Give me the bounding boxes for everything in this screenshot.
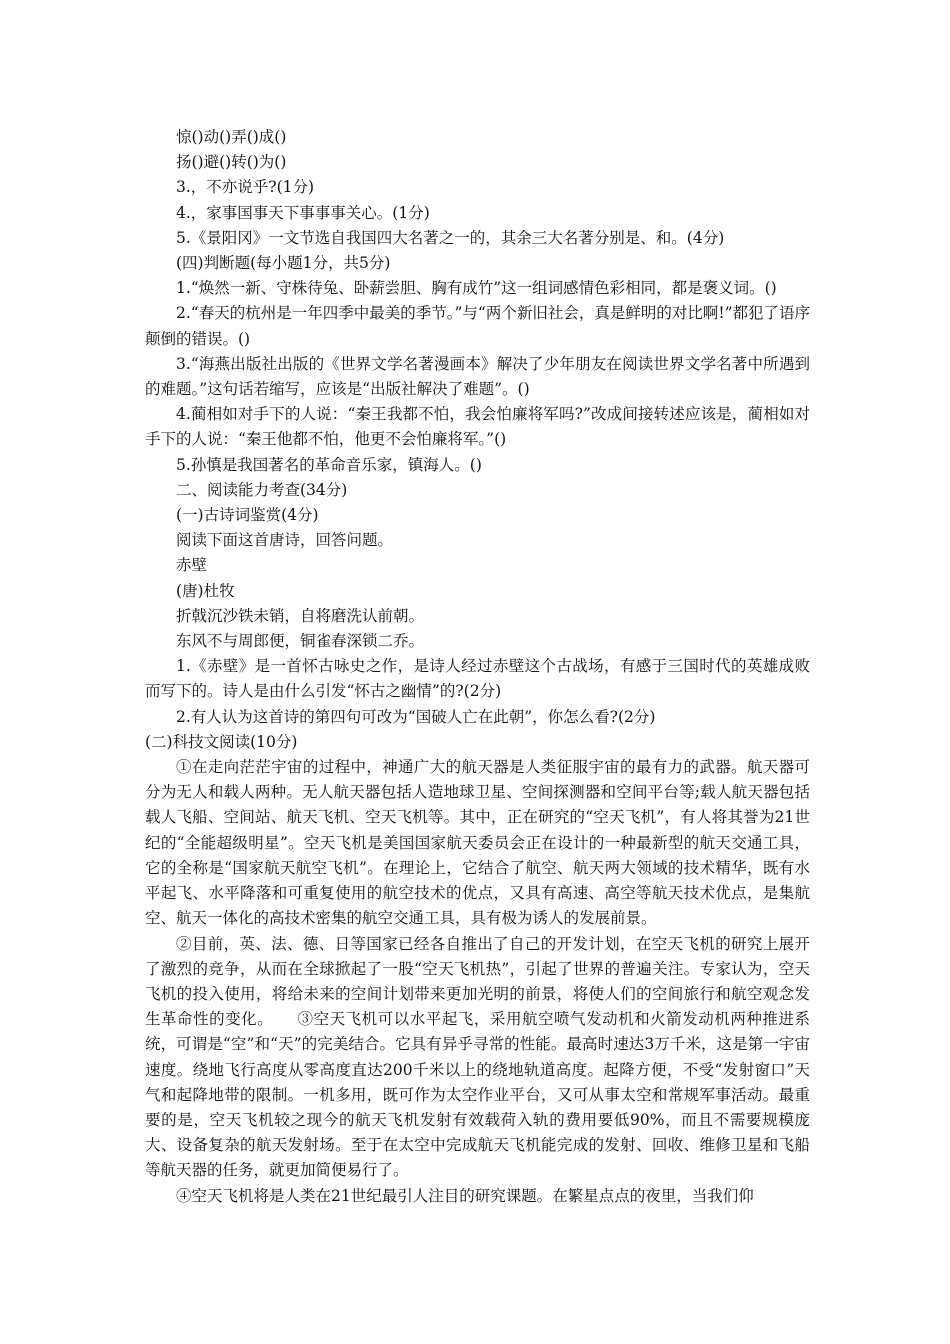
answer-fill-line: 惊()动()弄()成() [176,128,287,146]
answer-fill-line: 扬()避()转()为() [176,153,287,172]
poem-line: 折戟沉沙铁未销，自将磨洗认前朝。 [176,606,425,625]
poem-title: 赤壁 [176,556,208,575]
instruction-line: 阅读下面这首唐诗，回答问题。 [176,531,394,550]
document-page [145,125,810,1209]
question-line: 5.《景阳冈》一文节选自我国四大名著之一的，其余三大名著分别是、和。(4分) [176,228,725,247]
question-line: 4.，家事国事天下事事事关心。(1分) [176,203,430,222]
section-heading: 二、阅读能力考查(34分) [176,480,348,499]
section-heading: (四)判断题(每小题1分，共5分) [176,254,391,273]
article-paragraph: ④空天飞机将是人类在21世纪最引人注目的研究课题。在繁星点点的夜里，当我们仰 [176,1186,754,1205]
subsection-heading: (二)科技文阅读(10分) [145,732,298,751]
article-paragraph: ①在走向茫茫宇宙的过程中，神通广大的航天器是人类征服宇宙的最有力的武器。航天器可分为无人和载人两种。无人航天器包括人造地球卫星、空间探测器和空间平台等;载人航天器包括载人飞船、空间站、航天飞机、空天飞机等。其中，正在研究的“空天飞机”，有人将其誉为21世纪的“全能超级明星”。空天飞机是美国国家航天委员会正在设计的一种最新型的航天交通工具，它的全称是“国家航天航空飞机”。在理论上，它结合了航空、航天两大领域的技术精华，既有水平起飞、水平降落和可重复使用的航空技术的优点，又具有高速、高空等航天技术优点，是集航空、航天一体化的高技术密集的航空交通工具，具有极为诱人的发展前景。 [145,758,810,928]
question-line: 3.“海燕出版社出版的《世界文学名著漫画本》解决了少年朋友在阅读世界文学名著中所遇到的难题。”这句话若缩写，应该是“出版社解决了难题”。() [145,354,810,399]
subsection-heading: (一)古诗词鉴赏(4分) [176,506,319,525]
article-paragraph: ②目前，英、法、德、日等国家已经各自推出了自己的开发计划，在空天飞机的研究上展开了激烈的竞争，从而在全球掀起了一股“空天飞机热”，引起了世界的普遍关注。专家认为，空天飞机的投入使用，将给未来的空间计划带来更加光明的前景，将使人们的空间旅行和航空观念发生革命性的变化。 ③空天飞机可以水平起飞，采用航空喷气发动机和火箭发动机两种推进系统，可谓是“空”和“天”的完美结合。它具有异乎寻常的性能。最高时速达3万千米，这是第一宇宙速度。绕地飞行高度从零高度直达200千米以上的绕地轨道高度。起降方便，不受“发射窗口”天气和起降地带的限制。一机多用，既可作为太空作业平台，又可从事太空和常规军事活动。最重要的是，空天飞机较之现今的航天飞机发射有效载荷入轨的费用要低90%，而且不需要规模庞大、设备复杂的航天发射场。至于在太空中完成航天飞机能完成的发射、回收、维修卫星和飞船等航天器的任务，就更加简便易行了。 [145,934,810,1180]
question-line: 1.“焕然一新、守株待兔、卧薪尝胆、胸有成竹”这一组词感情色彩相同，都是褒义词。() [176,279,777,298]
question-line: 5.孙慎是我国著名的革命音乐家，镇海人。() [176,455,482,474]
poem-line: 东风不与周郎便，铜雀春深锁二乔。 [176,632,425,651]
question-line: 2.有人认为这首诗的第四句可改为“国破人亡在此朝”，你怎么看?(2分) [176,707,656,726]
question-line: 1.《赤壁》是一首怀古咏史之作，是诗人经过赤壁这个古战场，有感于三国时代的英雄成败而写下的。诗人是由什么引发“怀古之幽情”的?(2分) [145,657,810,701]
question-line: 2.“春天的杭州是一年四季中最美的季节。”与“两个新旧社会，真是鲜明的对比啊!”都犯了语序颠倒的错误。() [145,304,810,348]
poem-author: (唐)杜牧 [176,581,235,600]
question-line: 3.，不亦说乎?(1分) [176,178,315,197]
question-line: 4.蔺相如对手下的人说：“秦王我都不怕，我会怕廉将军吗?”改成间接转述应该是，蔺相如对手下的人说：“秦王他都不怕，他更不会怕廉将军。”() [145,405,810,449]
